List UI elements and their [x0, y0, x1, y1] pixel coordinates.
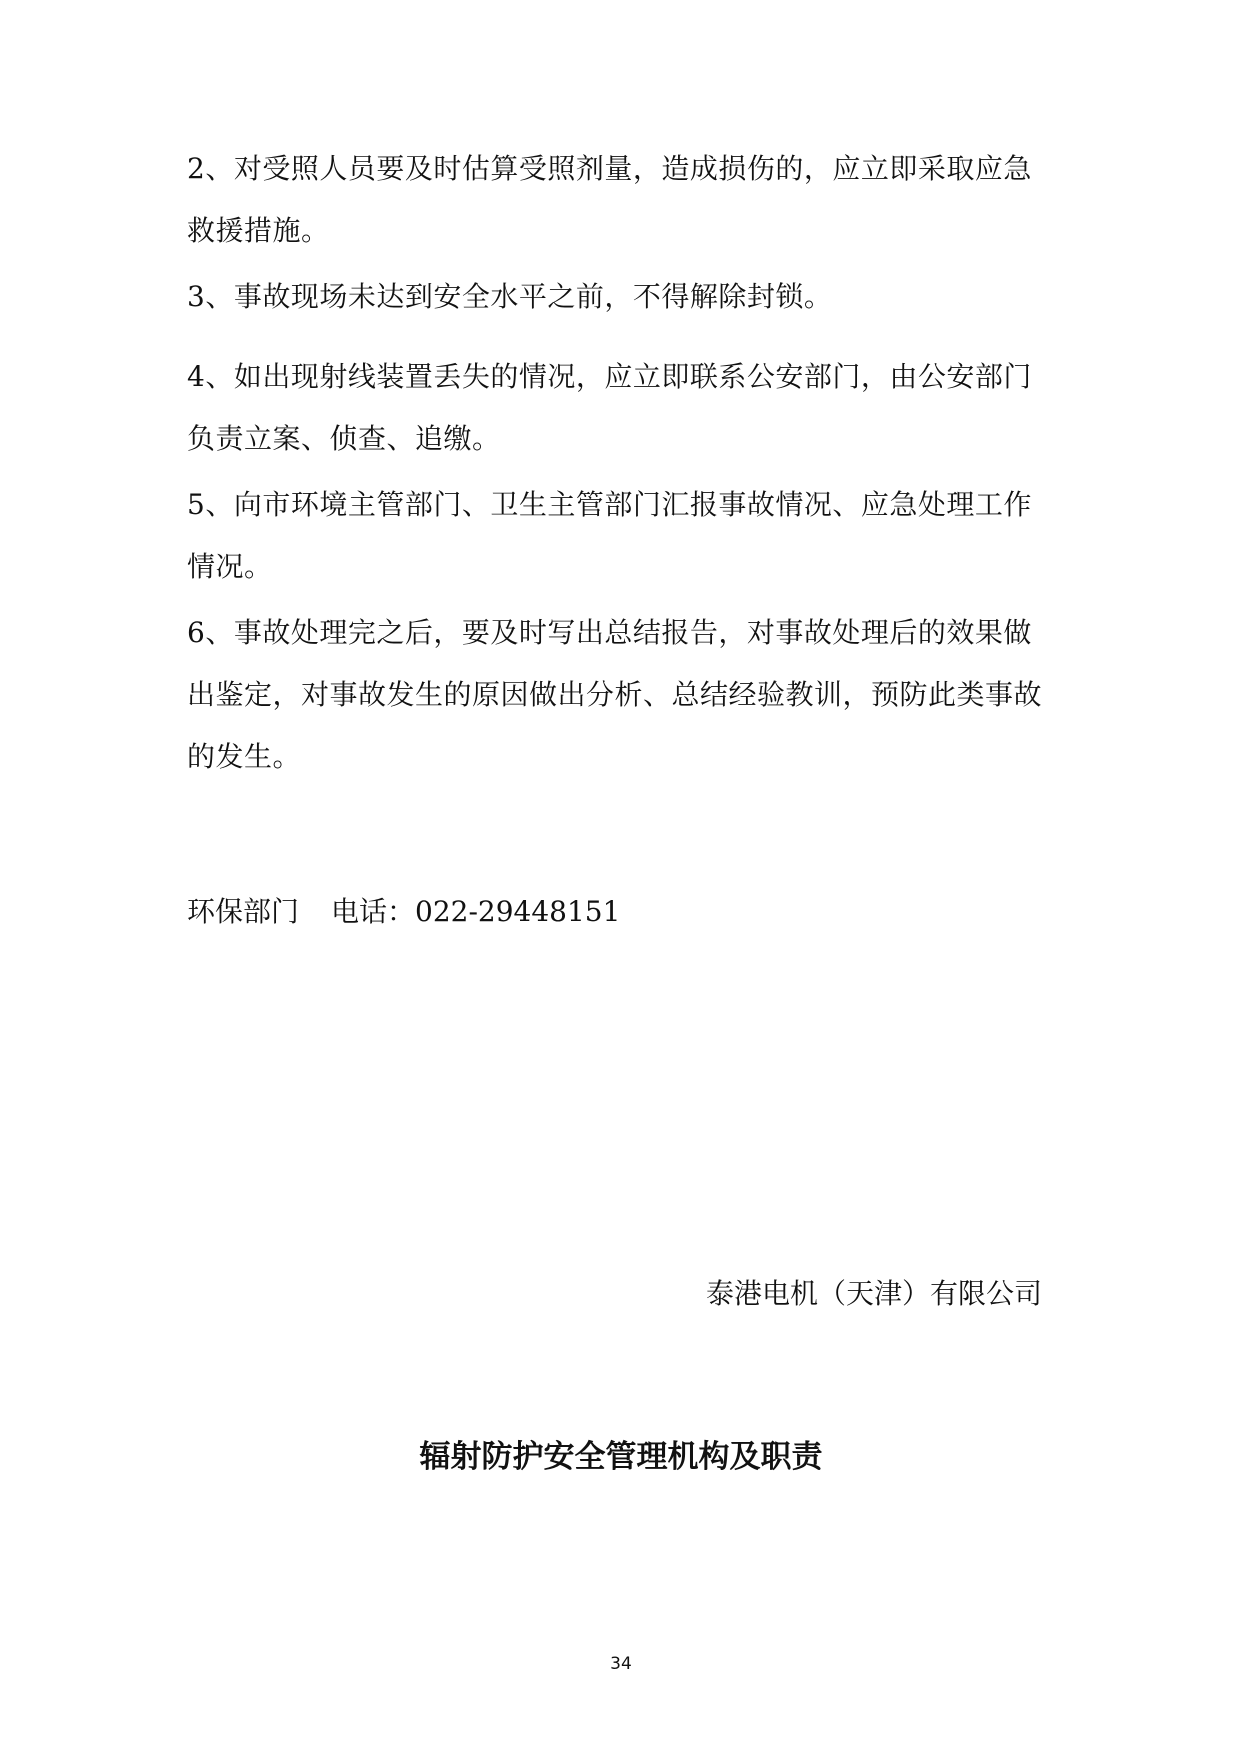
- paragraph-item-3: 3、事故现场未达到安全水平之前，不得解除封锁。: [187, 280, 833, 313]
- company-name: 泰港电机（天津）有限公司: [705, 1277, 1042, 1310]
- paragraph-item-5: 5、向市环境主管部门、卫生主管部门汇报事故情况、应急处理工作情况。: [187, 488, 1032, 583]
- paragraph-item-2: 2、对受照人员要及时估算受照剂量，造成损伤的，应立即采取应急救援措施。: [187, 152, 1032, 247]
- paragraph-item-4: 4、如出现射线装置丢失的情况，应立即联系公安部门，由公安部门负责立案、侦查、追缴。: [187, 360, 1032, 455]
- contact-department: 环保部门: [187, 895, 300, 928]
- paragraph-item-6: 6、事故处理完之后，要及时写出总结报告，对事故处理后的效果做出鉴定，对事故发生的原因做出分析、总结经验教训，预防此类事故的发生。: [187, 616, 1043, 773]
- contact-line: [187, 890, 620, 934]
- section-heading: 辐射防护安全管理机构及职责: [419, 1439, 823, 1475]
- page-number: 34: [610, 1654, 632, 1674]
- contact-phone: 电话：022-29448151: [331, 895, 621, 928]
